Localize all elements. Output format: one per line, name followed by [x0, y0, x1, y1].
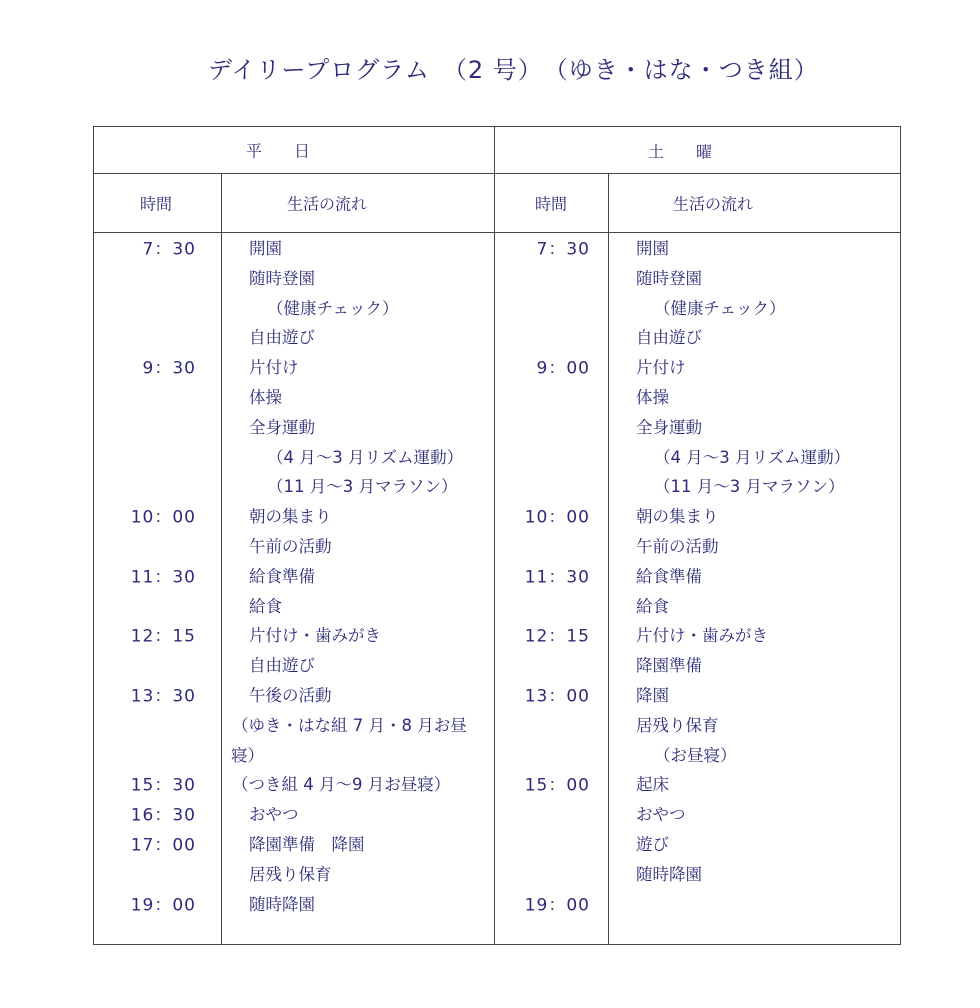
- saturday-time: 10：00: [524, 507, 590, 528]
- saturday-activity: 起床: [636, 775, 669, 795]
- saturday-activity: 居残り保育: [636, 715, 719, 735]
- page-title: デイリープログラム （2 号） （ゆき・はな・つき組）: [208, 56, 819, 84]
- weekday-activity: 随時降園: [249, 894, 315, 914]
- saturday-header: 土 曜: [647, 142, 713, 162]
- weekday-activity: （健康チェック）: [267, 298, 399, 318]
- saturday-activity: 片付け・歯みがき: [636, 626, 768, 646]
- saturday-time: 13：00: [524, 686, 590, 707]
- saturday-activity: おやつ: [636, 805, 686, 825]
- saturday-time: 12：15: [524, 626, 590, 647]
- weekday-time: 15：30: [130, 775, 196, 796]
- saturday-time: 7：30: [536, 239, 590, 260]
- weekday-activity: 午後の活動: [249, 686, 332, 705]
- saturday-time: 19：00: [524, 895, 590, 916]
- weekday-activity: 自由遊び: [249, 328, 315, 348]
- weekday-header: 平 日: [245, 141, 311, 161]
- weekday-time-header: 時間: [139, 194, 173, 214]
- weekday-activity: 給食準備: [249, 566, 315, 586]
- saturday-activity: 給食: [636, 596, 669, 616]
- saturday-activity: （11 月～3 月マラソン）: [654, 477, 845, 497]
- saturday-activity: （お昼寝）: [654, 745, 737, 765]
- saturday-activity: 随時登園: [636, 268, 702, 288]
- divider: [93, 232, 901, 233]
- weekday-time: 10：00: [130, 507, 196, 528]
- weekday-activity: 寝）: [231, 745, 264, 765]
- weekday-activity: 自由遊び: [249, 656, 315, 676]
- saturday-activity: 給食準備: [636, 566, 702, 586]
- saturday-activity: （健康チェック）: [654, 298, 786, 318]
- weekday-time: 9：30: [142, 358, 196, 379]
- weekday-activity: 随時登園: [249, 268, 315, 288]
- weekday-activity: （つき組 4 月～9 月お昼寝）: [232, 775, 451, 795]
- saturday-activity: 全身運動: [636, 417, 702, 437]
- weekday-activity: （11 月～3 月マラソン）: [267, 477, 458, 497]
- saturday-activity: 遊び: [636, 835, 669, 854]
- saturday-activity: 午前の活動: [636, 537, 719, 556]
- saturday-time: 15：00: [524, 775, 590, 796]
- weekday-activity: 午前の活動: [249, 537, 332, 556]
- weekday-time: 11：30: [130, 567, 196, 588]
- weekday-activity: 朝の集まり: [249, 507, 332, 527]
- saturday-time-header: 時間: [534, 194, 568, 214]
- saturday-activity: （4 月～3 月リズム運動）: [654, 447, 851, 467]
- weekday-activity: 居残り保育: [249, 864, 332, 884]
- weekday-time: 19：00: [130, 895, 196, 916]
- weekday-time: 13：30: [130, 686, 196, 707]
- saturday-activity: 自由遊び: [636, 328, 702, 348]
- weekday-flow-header: 生活の流れ: [286, 194, 368, 214]
- saturday-time: 9：00: [536, 358, 590, 379]
- weekday-activity: 開園: [249, 239, 282, 258]
- saturday-activity: 片付け: [636, 358, 686, 378]
- saturday-activity: 降園: [636, 686, 669, 705]
- saturday-activity: 降園準備: [636, 656, 702, 676]
- weekday-time: 16：30: [130, 805, 196, 826]
- weekday-activity: 片付け・歯みがき: [249, 626, 381, 646]
- weekday-activity: （4 月～3 月リズム運動）: [267, 447, 464, 467]
- divider: [93, 173, 901, 174]
- weekday-activity: おやつ: [249, 805, 299, 825]
- weekday-time: 7：30: [142, 239, 196, 260]
- weekday-time: 12：15: [130, 626, 196, 647]
- weekday-activity: （ゆき・はな組 7 月・8 月お昼: [232, 715, 467, 735]
- saturday-activity: 体操: [636, 388, 669, 407]
- saturday-activity: 随時降園: [636, 864, 702, 884]
- weekday-activity: 全身運動: [249, 417, 315, 437]
- weekday-activity: 給食: [249, 596, 282, 616]
- divider: [221, 173, 222, 945]
- saturday-activity: 開園: [636, 239, 669, 258]
- saturday-activity: 朝の集まり: [636, 507, 719, 527]
- weekday-activity: 降園準備 降園: [249, 835, 365, 854]
- weekday-activity: 片付け: [249, 358, 299, 378]
- weekday-activity: 体操: [249, 388, 282, 407]
- saturday-flow-header: 生活の流れ: [672, 194, 754, 214]
- weekday-time: 17：00: [130, 835, 196, 856]
- saturday-time: 11：30: [524, 567, 590, 588]
- divider: [608, 173, 609, 945]
